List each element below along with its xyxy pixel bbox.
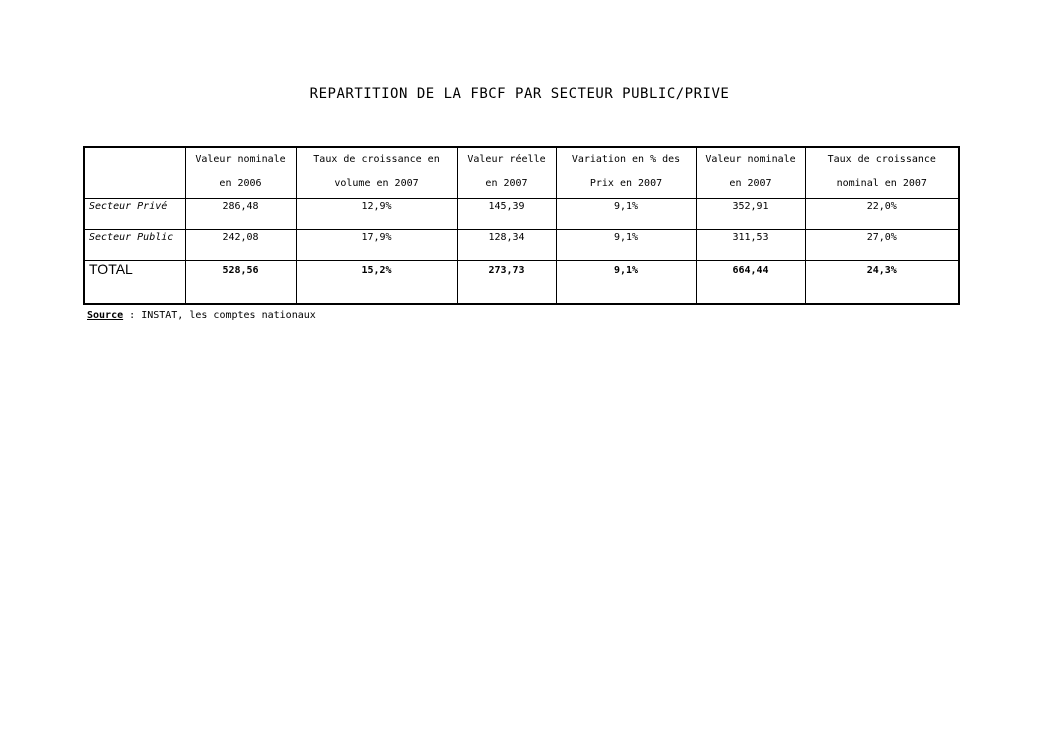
table-cell: 242,08	[185, 230, 296, 261]
source-note	[87, 310, 316, 321]
table-cell: 273,73	[457, 261, 556, 305]
header-line: Valeur nominale	[705, 154, 796, 165]
table-cell: 664,44	[696, 261, 805, 305]
table-cell: 24,3%	[805, 261, 959, 305]
table-cell: 17,9%	[296, 230, 457, 261]
table-cell: 12,9%	[296, 199, 457, 230]
header-line: Variation en % des	[571, 154, 681, 165]
header-line: nominal en 2007	[836, 178, 927, 189]
header-line: Taux de croissance en	[313, 154, 440, 165]
table-cell: 9,1%	[556, 261, 696, 305]
table-cell: 27,0%	[805, 230, 959, 261]
source-label: Source	[87, 310, 124, 321]
header-variation-prix	[556, 147, 696, 199]
header-valeur-reelle-2007	[457, 147, 556, 199]
table-cell: 311,53	[696, 230, 805, 261]
fbcf-table	[83, 146, 960, 305]
table-cell: 145,39	[457, 199, 556, 230]
header-valeur-nominale-2006	[185, 147, 296, 199]
row-label: Secteur Privé	[84, 199, 185, 230]
header-line: Taux de croissance	[827, 154, 936, 165]
source-text: INSTAT, les comptes nationaux	[141, 310, 316, 321]
source-separator: :	[123, 310, 142, 321]
total-label: TOTAL	[84, 261, 185, 305]
header-line: en 2006	[219, 178, 262, 189]
table-cell: 352,91	[696, 199, 805, 230]
table-row-secteur-prive	[84, 199, 959, 230]
table-cell: 9,1%	[556, 199, 696, 230]
header-line: Valeur réelle	[467, 154, 546, 165]
page-title: REPARTITION DE LA FBCF PAR SECTEUR PUBLIC/PRIVE	[309, 86, 730, 102]
table-row-total	[84, 261, 959, 305]
header-line: Valeur nominale	[195, 154, 286, 165]
table-cell: 286,48	[185, 199, 296, 230]
table-cell: 22,0%	[805, 199, 959, 230]
table-cell: 9,1%	[556, 230, 696, 261]
header-taux-croissance-volume	[296, 147, 457, 199]
header-line: en 2007	[729, 178, 772, 189]
header-line: Prix en 2007	[589, 178, 663, 189]
header-empty	[84, 147, 185, 199]
table-cell: 15,2%	[296, 261, 457, 305]
table-cell: 128,34	[457, 230, 556, 261]
header-valeur-nominale-2007	[696, 147, 805, 199]
table-header-row	[84, 147, 959, 199]
header-line: volume en 2007	[334, 178, 419, 189]
header-line: en 2007	[485, 178, 528, 189]
header-taux-croissance-nominal	[805, 147, 959, 199]
row-label: Secteur Public	[84, 230, 185, 261]
table-cell: 528,56	[185, 261, 296, 305]
table-row-secteur-public	[84, 230, 959, 261]
